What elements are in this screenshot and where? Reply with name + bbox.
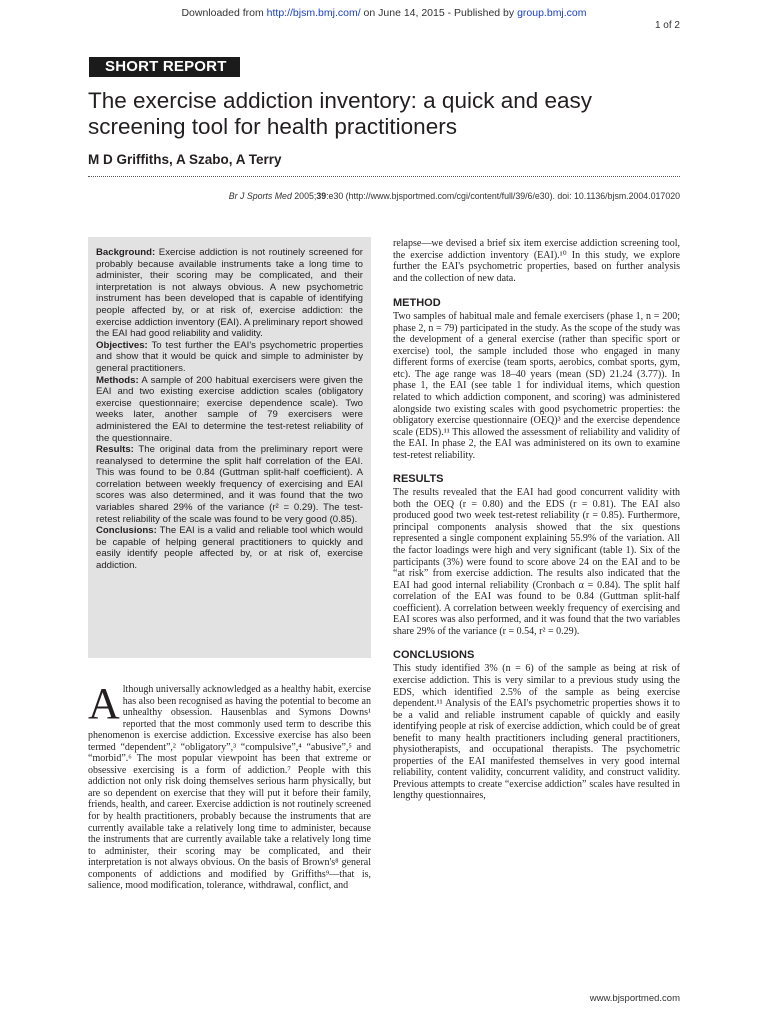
intro-continued: relapse—we devised a brief six item exercise addiction screening tool, the exercise addiction inventory (EAI).¹⁰ In this study, we explore further the EAI's psychometric properties, based on further analysis and the collection of new data. [393,238,680,284]
abstract-conclusions-text: The EAI is a valid and reliable tool which would be capable of helping general practitioners to quickly and easily identify people affected by, or at risk of, exercise addiction. [96,525,363,572]
abstract-box [88,237,371,658]
footer-url: www.bjsportmed.com [589,993,680,1004]
citation-volume: 39 [316,191,327,201]
abstract-conclusions-label: Conclusions: [96,525,157,537]
publisher-link[interactable]: group.bmj.com [517,7,587,19]
conclusions-heading: CONCLUSIONS [393,649,475,662]
intro-paragraph [88,679,371,892]
journal-site-link[interactable]: http://bjsm.bmj.com/ [266,7,361,19]
right-column [393,238,680,802]
download-middle: on June 14, 2015 - Published by [360,7,518,19]
method-text: Two samples of habitual male and female exercisers (phase 1, n = 200; phase 2, n = 79) participated in the study. As the scope of the study was the development of a general exercise (rather than specific sport or exercise) tool, the sample included those who engaged in many different forms of exercise (team sports, aerobics, combat sports, gym, etc). The age range was 18–40 years (mean (SD) 21.24 (3.77)). In phase 1, the EAI (see table 1 for individual items, which question related to which addiction component, and scoring) was administered alongside two existing scales with good psychometric properties: the obligatory exercise questionnaire (OEQ)³ and the exercise dependence scale (EDS).¹¹ This allowed the assessment of reliability and validity of the EAI. In phase 2, the EAI was administered on its own to examine test-retest reliability. [393,311,680,461]
conclusions-text: This study identified 3% (n = 6) of the sample as being at risk of exercise addiction. This is very similar to a previous study using the EDS, which identified 2.5% of the sample as being exercise dependent.¹¹ Analysis of the EAI's psychometric properties shows it to be a valid and reliable instrument capable of quickly and easily identifying people at risk of exercise addiction, which could be of great benefit to many health practitioners including general practitioners, physiotherapists, and occupational therapists. The psychometric properties of the EAI manifested themselves in very good internal reliability, content validity, concurrent validity, and construct validity. Previous attempts to create “exercise addiction” scales have resulted in lengthy questionnaires, [393,663,680,802]
abstract-background-text: Exercise addiction is not routinely screened for probably because available instruments take a long time to administer, their scoring may be complicated, and their interpretation is not always obvious. A new psychometric instrument has been developed that is capable of identifying people affected by, or at risk of, exercise addiction: the exercise addiction inventory (EAI). A preliminary report showed the EAI had good reliability and validity. [96,247,363,340]
abstract-results-label: Results: [96,444,134,456]
page-number: 1 of 2 [654,20,680,31]
article-title: The exercise addiction inventory: a quick and easy screening tool for health practitioners [88,88,593,139]
citation-journal: Br J Sports Med [228,191,292,201]
method-heading: METHOD [393,297,441,310]
abstract-results-text: The original data from the preliminary report were reanalysed to determine the split half correlation of the EAI. This was found to be 0.84 (Guttman split-half coefficient). A correlation between weekly frequency of exercising and EAI scores was also determined, and it was found that the two variables shared 29% of the variance (r² = 0.29). The test-retest reliability of the scale was found to be very good (0.85). [96,444,363,525]
citation-rest: :e30 (http://www.bjsportmed.com/cgi/content/full/39/6/e30). doi: 10.1136/bjsm.2004.017020 [326,191,680,201]
abstract-objectives [96,340,363,375]
abstract-objectives-label: Objectives: [96,339,148,351]
intro-column [88,679,371,892]
header-divider [88,176,680,177]
author-list: M D Griffiths, A Szabo, A Terry [88,152,282,167]
citation-year: 2005; [291,191,317,201]
drop-cap: A [88,679,120,728]
abstract-methods-label: Methods: [96,374,139,386]
abstract-methods-text: A sample of 200 habitual exercisers were given the EAI and two existing exercise addiction scales (obligatory exercise questionnaire; exercise dependence scale). Two weeks later, another sample of 79 exercisers were administered the EAI to determine the test-retest reliability of the questionnaire. [96,374,363,444]
results-heading: RESULTS [393,473,444,486]
abstract-background [96,247,363,340]
download-banner [0,7,768,19]
abstract-background-label: Background: [96,247,156,258]
results-text: The results revealed that the EAI had good concurrent validity with both the OEQ (r = 0.80) and the EDS (r = 0.81). The EAI also produced good two week test-retest reliability (r = 0.85). Furthermore, principal components analysis showed that the six questions represented a single component explaining 55.9% of the variation. All the factor loadings were high and very significant (table 1). Six of the participants (3%) were found to score above 24 on the EAI and to be “at risk” from exercise addiction. The results also indicated that the EAI had good internal reliability (Cronbach α = 0.84). The split half correlation of the EAI was found to be 0.84 (Guttman split-half coefficient). A correlation between weekly frequency of exercising and EAI scores was also performed, and it was found that the two variables share 29% of the variance (r = 0.54, r² = 0.29). [393,487,680,637]
section-label: SHORT REPORT [89,57,240,77]
abstract-results [96,444,363,525]
abstract-conclusions [96,525,363,571]
download-prefix: Downloaded from [181,7,267,19]
citation-line [88,191,680,201]
abstract-objectives-text: To test further the EAI's psychometric properties and show that it would be quick and simple to administer by general practitioners. [96,339,363,374]
intro-text: lthough universally acknowledged as a healthy habit, exercise has also been recognised as having the potential to become an unhealthy obsession. Hausenblas and Symons Downs¹ reported that the most commonly used term to describe this phenomenon is exercise addiction. Excessive exercise has also been termed “dependent”,² “obligatory”,³ “compulsive”,⁴ “abusive”,⁵ and “morbid”.⁶ The most popular viewpoint has been that extreme or obsessive exercising is a form of addiction.⁷ People with this addiction not only risk doing themselves serious harm physically, but are so dependent on exercise that they will put it before their family, friends, health, and career. Exercise addiction is not routinely screened for by health practitioners, probably because the instruments that are currently available take a relatively long time to administer, because the instruments that are currently available take a relatively long time to administer, their scoring may be complicated, and their interpretation is not always obvious. On the basis of Brown's⁸ general components of addictions and modified by Griffiths⁹—that is, salience, mood modification, tolerance, withdrawal, conflict, and [88,684,371,892]
abstract-methods [96,375,363,445]
